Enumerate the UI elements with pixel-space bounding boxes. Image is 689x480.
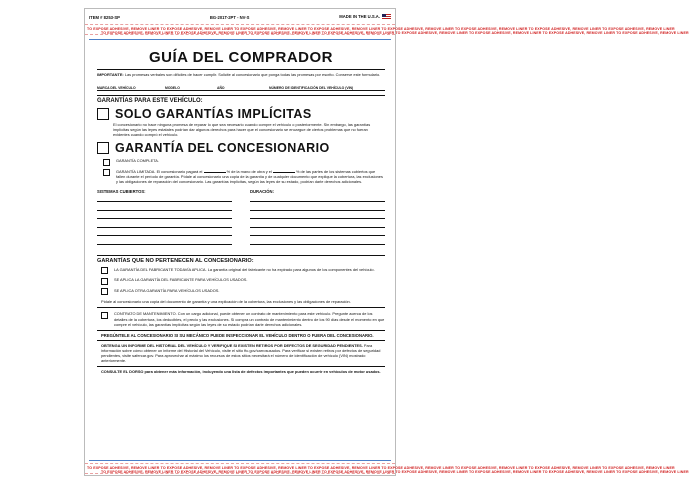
liner-text-bottom-a: TO EXPOSE ADHESIVE, REMOVE LINER TO EXPOSE ADHESIVE, REMOVE LINER TO EXPOSE ADHESIVE, REMOVE LINER TO EXPOSE ADHESIVE, REMOVE LINER TO EXPOSE ADHESIVE, REMOVE LINER TO EXPOSE ADHESIVE, REMOVE LINER TO EXPOSE ADHESIVE, REMOVE LINER TO EXPOSE ADHESIVE, REMOVE LINER [87,466,675,470]
labor-percent-field[interactable] [204,172,226,173]
systems-line[interactable] [97,218,232,219]
systems-line[interactable] [97,201,232,202]
duration-line[interactable] [250,201,385,202]
service-contract-text: CONTRATO DE MANTENIMIENTO. Con un cargo adicional, puede obtener un contrato de mantenimiento para este vehículo. Pregunte acerca de los detalles de la cobertura, los deducibles, el precio y las exclusiones. Si compra un contrato de mantenimiento dentro de los 90 días desde el momento en que compre el vehículo, las garantías implícitas según las leyes de su estado podrían darle derechos adicionales. [114,311,385,327]
vehicle-year-field[interactable]: AÑO [217,86,225,91]
full-warranty-checkbox[interactable] [103,159,110,166]
divider [97,340,385,341]
non-dealer-option[interactable] [97,267,385,275]
liner-text-top-a: TO EXPOSE ADHESIVE, REMOVE LINER TO EXPOSE ADHESIVE, REMOVE LINER TO EXPOSE ADHESIVE, REMOVE LINER TO EXPOSE ADHESIVE, REMOVE LINER TO EXPOSE ADHESIVE, REMOVE LINER TO EXPOSE ADHESIVE, REMOVE LINER TO EXPOSE ADHESIVE, REMOVE LINER TO EXPOSE ADHESIVE, REMOVE LINER [87,27,675,31]
non-dealer-option[interactable] [97,288,385,296]
page-title: GUÍA DEL COMPRADOR [148,49,333,66]
full-warranty-option[interactable] [97,158,385,166]
duration-line[interactable] [250,218,385,219]
dealer-warranty-option[interactable] [97,141,385,155]
vehicle-info-row [97,80,385,91]
non-dealer-option-text: LA GARANTÍA DEL FABRICANTE TODAVÍA APLICA. La garantía original del fabricante no ha expirado para algunos de los componentes del vehículo. [114,266,375,272]
duration-line[interactable] [250,235,385,236]
non-dealer-heading: GARANTÍAS QUE NO PERTENECEN AL CONCESIONARIO: [97,255,385,264]
limited-warranty-text: GARANTÍA LIMITADA. El concesionario pagará el % de la mano de obra y el % de las partes de los sistemas cubiertos que fallen durante el período de garantía. Pídale al concesionario una copia de la garantía y de cualquier documento que explique la cobertura, las exclusiones y las obligaciones de reparación del concesionario. Las garantías implícitas, según las leyes de su estado, podrían darle derechos adicionales. [116,168,383,184]
divider [97,366,385,367]
form-body [97,49,385,374]
used-vehicle-warranty-checkbox[interactable] [101,278,108,285]
parts-percent-field[interactable] [273,172,295,173]
importante-note [97,72,385,77]
adhesive-liner-top[interactable] [85,24,689,35]
importante-text: Las promesas verbales son difíciles de hacer cumplir. Solicite al concesionario que ponga todas las promesas por escrito. Conserve este formulario. [124,72,381,77]
dealer-warranty-label: GARANTÍA DEL CONCESIONARIO [115,141,330,156]
limited-warranty-checkbox[interactable] [103,169,110,176]
vehicle-model-field[interactable]: MODELO [165,86,180,91]
systems-column [97,189,232,245]
form-header [89,12,391,22]
systems-label: SISTEMAS CUBIERTOS: [97,188,146,194]
limited-warranty-option[interactable] [97,169,385,184]
systems-line[interactable] [97,227,232,228]
divider [97,330,385,331]
duration-line[interactable] [250,244,385,245]
systems-line[interactable] [97,244,232,245]
as-is-option[interactable] [97,107,385,121]
form-code: BG-201T-2PT - NV-S [209,14,250,20]
importante-label: IMPORTANTE: [97,72,124,77]
copy-note: Pídale al concesionario una copia del documento de garantía y una explicación de la cobertura, las exclusiones y las obligaciones de reparación. [101,299,351,305]
dealer-warranty-checkbox[interactable] [97,142,109,154]
item-number: ITEM # 8253-SP [89,14,120,20]
duration-line[interactable] [250,227,385,228]
as-is-checkbox[interactable] [97,108,109,120]
divider [97,69,385,70]
liner-text-bottom-b: TO EXPOSE ADHESIVE, REMOVE LINER TO EXPOSE ADHESIVE, REMOVE LINER TO EXPOSE ADHESIVE, REMOVE LINER TO EXPOSE ADHESIVE, REMOVE LINER TO EXPOSE ADHESIVE, REMOVE LINER TO EXPOSE ADHESIVE, REMOVE LINER TO EXPOSE ADHESIVE, REMOVE LINER TO EXPOSE ADHESIVE, REMOVE LINER [101,470,689,474]
vehicle-history-note [97,343,385,363]
liner-text-top-b: TO EXPOSE ADHESIVE, REMOVE LINER TO EXPOSE ADHESIVE, REMOVE LINER TO EXPOSE ADHESIVE, REMOVE LINER TO EXPOSE ADHESIVE, REMOVE LINER TO EXPOSE ADHESIVE, REMOVE LINER TO EXPOSE ADHESIVE, REMOVE LINER TO EXPOSE ADHESIVE, REMOVE LINER TO EXPOSE ADHESIVE, REMOVE LINER [101,31,689,35]
non-dealer-option-text: SE APLICA LA GARANTÍA DEL FABRICANTE PARA VEHÍCULOS USADOS. [114,277,248,283]
back-note [97,369,385,374]
made-in-label: MADE IN THE U.S.A. [339,14,391,20]
other-warranty-checkbox[interactable] [101,288,108,295]
duration-label: DURACIÓN: [250,188,274,194]
as-is-label: SOLO GARANTÍAS IMPLÍCITAS [115,107,312,122]
as-is-text: El concesionario no hace ninguna promesa de reparar lo que sea necesario cuando compre el vehículo o posteriormente. Sin embargo, las garantías implícitas según las leyes estatales podrían dar algunos derechos para hacer que el concesionario se encargue de ciertos problemas que no fueran evidentes cuando compró el vehículo. [113,122,371,138]
divider [97,307,385,308]
full-warranty-label: GARANTÍA COMPLETA. [116,158,159,164]
vehicle-vin-field[interactable]: NÚMERO DE IDENTIFICACIÓN DEL VEHÍCULO (VIN) [269,86,354,91]
duration-column [250,189,385,245]
buyers-guide-sheet [84,8,689,476]
adhesive-liner-bottom[interactable] [85,463,689,474]
vehicle-make-field[interactable]: MARCA DEL VEHÍCULO [97,86,136,91]
perforation-line-bottom [89,460,391,461]
systems-line[interactable] [97,210,232,211]
non-dealer-option-text: SE APLICA OTRA GARANTÍA PARA VEHÍCULOS USADOS. [114,287,220,293]
warranties-heading: GARANTÍAS PARA ESTE VEHÍCULO: [97,95,385,104]
systems-line[interactable] [97,235,232,236]
perforation-line-top [89,39,391,40]
history-bold: OBTENGA UN INFORME DEL HISTORIAL DEL VEHÍCULO Y VERIFIQUE SI EXISTEN RETIROS POR DEFECTOS DE SEGURIDAD PENDIENTES. [101,343,363,349]
back-note-text: incluyendo una lista de defectos importantes que pueden ocurrir en vehículos de motor usados. [202,368,381,374]
systems-duration [97,189,385,245]
us-flag-icon [382,14,391,20]
manufacturer-warranty-checkbox[interactable] [101,267,108,274]
mechanic-text: PREGÚNTELE AL CONCESIONARIO SI SU MECÁNICO PUEDE INSPECCIONAR EL VEHÍCULO DENTRO O FUERA DEL CONCESIONARIO. [101,332,374,338]
back-note-bold: CONSULTE EL DORSO para obtener más información, [101,368,202,374]
service-contract-checkbox[interactable] [101,312,108,319]
duration-line[interactable] [250,210,385,211]
non-dealer-option[interactable] [97,277,385,285]
service-contract-option[interactable] [97,311,385,326]
history-text: Para información sobre cómo obtener un informe del Historial del Vehículo, visite el sitio ftc.gov/carrosusados. Para verificar si existen retiros por defectos de seguridad pendientes, visite safercar.gov. Para aprovechar al máximo los recursos de estos sitios necesitará el número de identificación de vehículo (VIN) mostrado anteriormente. [101,343,381,364]
